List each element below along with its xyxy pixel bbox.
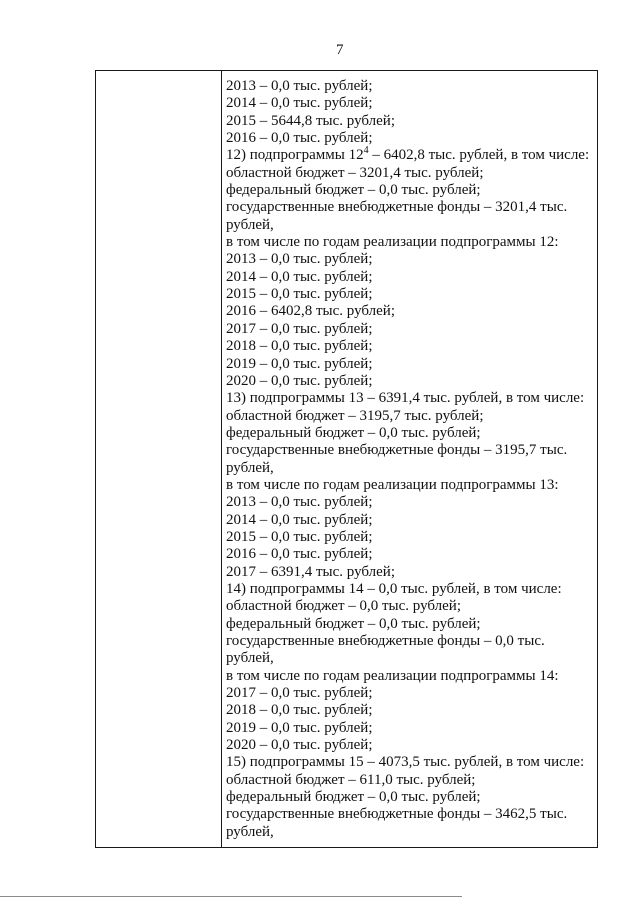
text-line: 2016 – 0,0 тыс. рублей; xyxy=(226,546,373,563)
text-line: в том числе по годам реализации подпрограммы 12: xyxy=(226,234,559,251)
text-line: 2018 – 0,0 тыс. рублей; xyxy=(226,338,373,355)
text-line: областной бюджет – 0,0 тыс. рублей; xyxy=(226,598,461,615)
text-line: 2020 – 0,0 тыс. рублей; xyxy=(226,372,373,389)
text-line: 13) подпрограммы 13 – 6391,4 тыс. рублей, в том числе: xyxy=(226,390,585,407)
document-table xyxy=(95,70,598,848)
text-line: областной бюджет – 611,0 тыс. рублей; xyxy=(226,771,476,788)
text-line: 2013 – 0,0 тыс. рублей; xyxy=(226,78,373,94)
text-line: федеральный бюджет – 0,0 тыс. рублей; xyxy=(226,424,481,441)
table-cell-right xyxy=(222,71,597,847)
text-line: государственные внебюджетные фонды – 0,0 тыс. xyxy=(226,633,545,649)
superscript-index: 4 xyxy=(363,145,369,157)
scan-edge-line xyxy=(0,896,462,897)
text-line: рублей, xyxy=(226,216,274,233)
text-line: 2014 – 0,0 тыс. рублей; xyxy=(226,95,373,112)
text-line: государственные внебюджетные фонды – 3462,5 тыс. xyxy=(226,806,568,823)
text-line: рублей, xyxy=(226,650,274,667)
text-line: 2014 – 0,0 тыс. рублей; xyxy=(226,268,373,285)
text-line: 2020 – 0,0 тыс. рублей; xyxy=(226,737,373,754)
text-line: областной бюджет – 3195,7 тыс. рублей; xyxy=(226,407,484,424)
text-line: в том числе по годам реализации подпрограммы 14: xyxy=(226,667,559,684)
text-line: 2016 – 0,0 тыс. рублей; xyxy=(226,130,373,147)
text-line: 2017 – 0,0 тыс. рублей; xyxy=(226,320,373,337)
text-line: 15) подпрограммы 15 – 4073,5 тыс. рублей, в том числе: xyxy=(226,754,585,771)
text-line: в том числе по годам реализации подпрограммы 13: xyxy=(226,476,559,493)
text-line: федеральный бюджет – 0,0 тыс. рублей; xyxy=(226,615,481,632)
subprogram-heading-line xyxy=(226,147,597,164)
text-line: рублей, xyxy=(226,823,274,840)
subprogram-heading-text: 12) подпрограммы 12 xyxy=(226,147,364,164)
text-line: 14) подпрограммы 14 – 0,0 тыс. рублей, в том числе: xyxy=(226,580,562,597)
text-line: 2019 – 0,0 тыс. рублей; xyxy=(226,719,373,736)
text-line: 2017 – 0,0 тыс. рублей; xyxy=(226,685,373,702)
text-line: государственные внебюджетные фонды – 3195,7 тыс. xyxy=(226,442,568,459)
text-line: 2019 – 0,0 тыс. рублей; xyxy=(226,355,373,372)
page-number: 7 xyxy=(336,42,344,58)
text-line: 2015 – 5644,8 тыс. рублей; xyxy=(226,112,395,129)
table-cell-left xyxy=(96,71,222,847)
text-line: 2018 – 0,0 тыс. рублей; xyxy=(226,702,373,719)
text-line: государственные внебюджетные фонды – 3201,4 тыс. xyxy=(226,199,568,216)
subprogram-heading-amount: – 6402,8 тыс. рублей, в том числе: xyxy=(368,147,590,164)
text-line: 2015 – 0,0 тыс. рублей; xyxy=(226,528,373,545)
text-line: федеральный бюджет – 0,0 тыс. рублей; xyxy=(226,182,481,199)
text-line: областной бюджет – 3201,4 тыс. рублей; xyxy=(226,164,484,181)
text-line: 2014 – 0,0 тыс. рублей; xyxy=(226,511,373,528)
text-line: 2015 – 0,0 тыс. рублей; xyxy=(226,286,373,303)
text-line: 2013 – 0,0 тыс. рублей; xyxy=(226,251,373,268)
text-line: рублей, xyxy=(226,459,274,476)
text-line: федеральный бюджет – 0,0 тыс. рублей; xyxy=(226,789,481,806)
text-line: 2016 – 6402,8 тыс. рублей; xyxy=(226,303,395,320)
text-line: 2017 – 6391,4 тыс. рублей; xyxy=(226,563,395,580)
text-line: 2013 – 0,0 тыс. рублей; xyxy=(226,494,373,511)
